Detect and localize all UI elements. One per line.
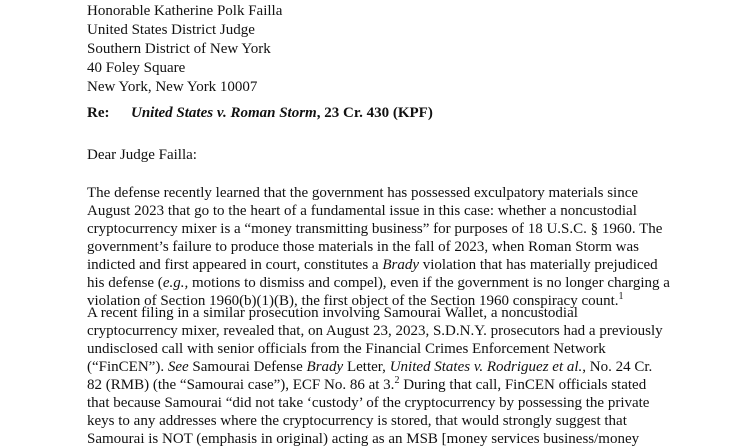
text-span: During that call, FinCEN officials stated — [399, 377, 647, 393]
text-span: Samourai Defense — [188, 359, 307, 375]
paragraph-line: cryptocurrency mixer is a “money transmitting business” for purposes of 18 U.S.C. § 1960. The — [87, 221, 663, 237]
paragraph-line: keys to any addresses where the cryptocurrency is stored, that would strongly suggest that — [87, 413, 627, 429]
paragraph-line — [87, 274, 670, 292]
text-span: violation of Section 1960(b)(1)(B), the first object of the Section 1960 conspiracy count. — [87, 293, 619, 309]
recipient-title: United States District Judge — [87, 22, 255, 38]
paragraph-line: government’s failure to produce those materials in the fall of 2023, when Roman Storm was — [87, 239, 639, 255]
text-span: motions to dismiss and compel), even if the government is no longer charging a — [188, 275, 670, 291]
text-span: his defense ( — [87, 275, 163, 291]
paragraph-line: Samourai is NOT (emphasis in original) acting as an MSB [money services business/money — [87, 431, 640, 447]
text-span: violation that has materially prejudiced — [419, 257, 658, 273]
paragraph-line: A recent filing in a similar prosecution involving Samourai Wallet, a noncustodial — [87, 305, 578, 321]
re-label: Re: — [87, 105, 110, 121]
text-span: indicted and first appeared in court, constitutes a — [87, 257, 383, 273]
text-span: 82 (RMB) (the “Samourai case”), ECF No. 86 at 3. — [87, 377, 395, 393]
paragraph-line — [87, 376, 663, 394]
text-span: , No. 24 Cr. — [582, 359, 653, 375]
italic-eg: e.g., — [162, 275, 189, 291]
recipient-court: Southern District of New York — [87, 41, 271, 57]
text-span: Letter, — [343, 359, 390, 375]
footnote-marker[interactable]: 2 — [394, 375, 400, 386]
paragraph-line — [87, 256, 670, 274]
paragraph-line: undisclosed call with senior officials from the Financial Crimes Enforcement Network — [87, 341, 606, 357]
italic-case-ref: Brady — [382, 257, 419, 273]
paragraph-2 — [87, 304, 663, 448]
footnote-marker[interactable]: 1 — [618, 291, 624, 302]
paragraph-line: August 2023 that go to the heart of a fundamental issue in this case: whether a noncustodial — [87, 203, 637, 219]
re-line — [87, 104, 433, 123]
paragraph-line: The defense recently learned that the government has possessed exculpatory materials since — [87, 185, 639, 201]
italic-case-ref: Brady — [306, 359, 344, 375]
re-case-name: United States v. Roman Storm — [131, 105, 317, 121]
salutation: Dear Judge Failla: — [87, 147, 197, 163]
paragraph-line: that because Samourai “did not take ‘custody’ of the cryptocurrency by possessing the private — [87, 395, 650, 411]
recipient-name: Honorable Katherine Polk Failla — [87, 3, 283, 19]
paragraph-line — [87, 358, 663, 376]
italic-see: See — [167, 359, 189, 375]
recipient-city: New York, New York 10007 — [87, 79, 258, 95]
paragraph-line: cryptocurrency mixer, revealed that, on August 23, 2023, S.D.N.Y. prosecutors had a previously — [87, 323, 663, 339]
paragraph-1 — [87, 184, 670, 310]
text-span: (“FinCEN”). — [87, 359, 168, 375]
re-case-number: , 23 Cr. 430 (KPF) — [316, 105, 433, 121]
recipient-address-block — [87, 2, 282, 97]
italic-case-name: United States v. Rodriguez et al. — [389, 359, 583, 375]
recipient-street: 40 Foley Square — [87, 60, 186, 76]
